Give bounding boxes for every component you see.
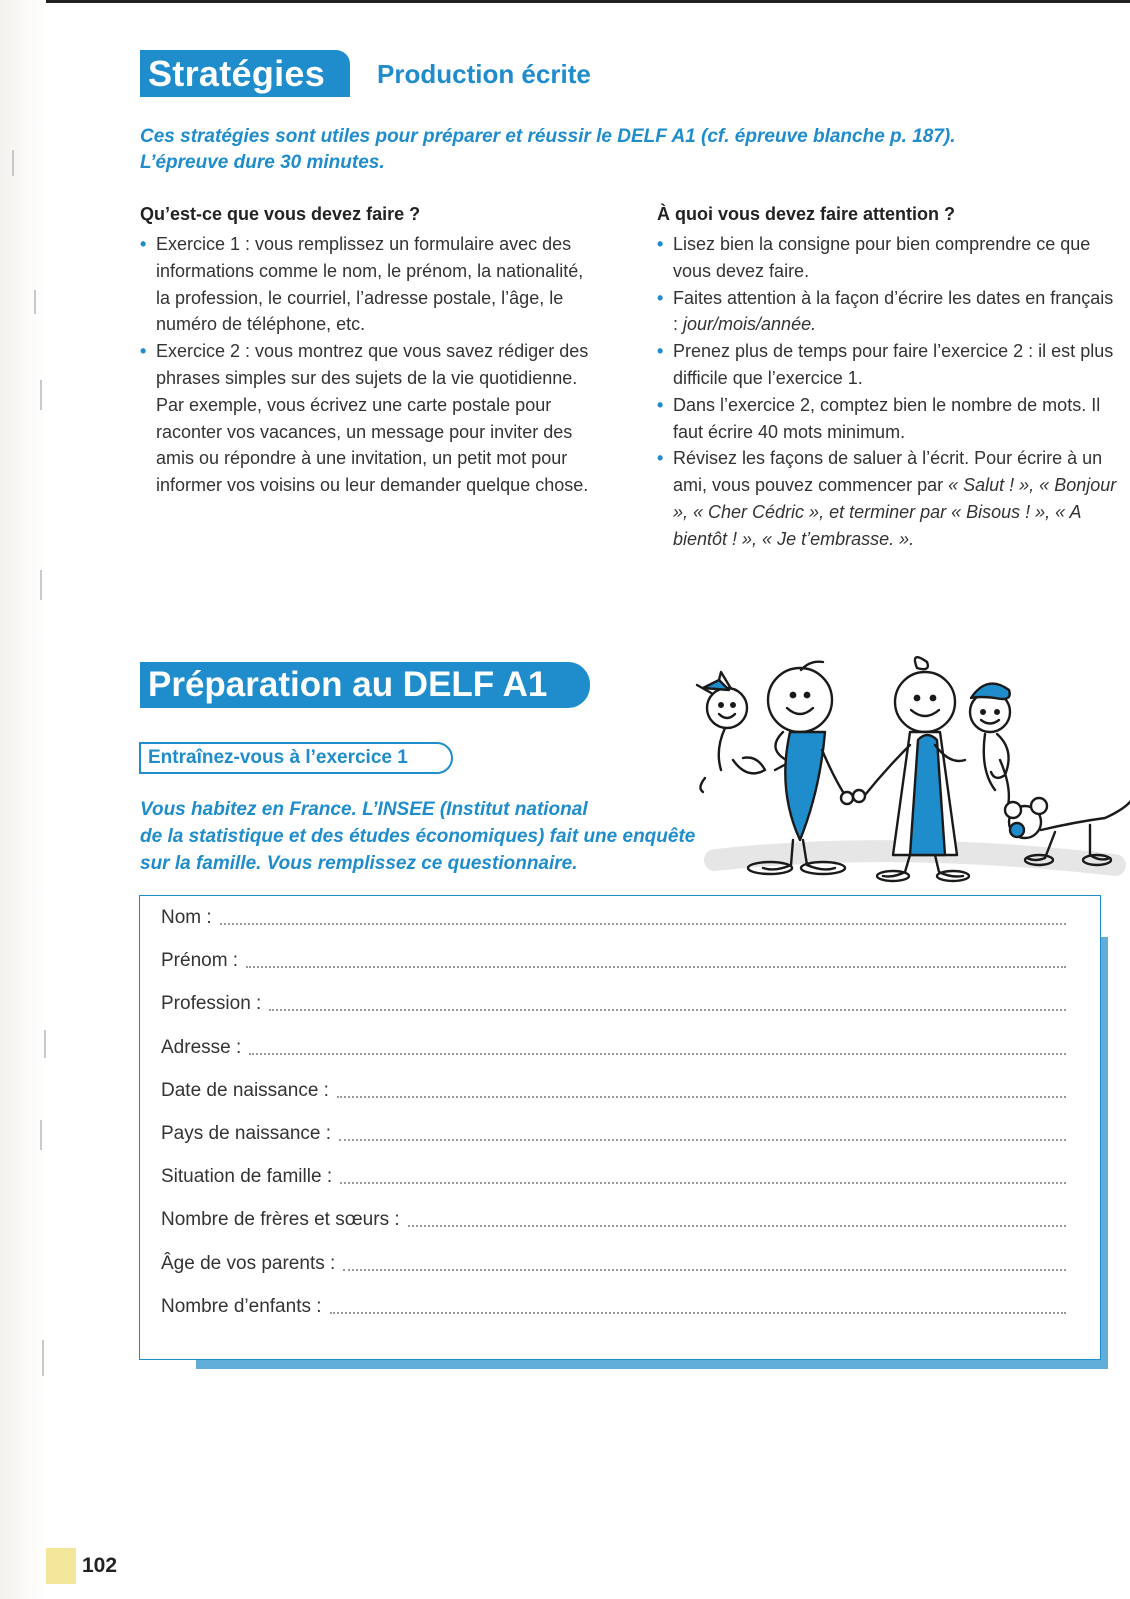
- intro-line: Ces stratégies sont utiles pour préparer et réussir le DELF A1 (cf. épreuve blanche p. 187).: [140, 126, 956, 147]
- answer-line[interactable]: [246, 966, 1066, 968]
- intro-line: L’épreuve dure 30 minutes.: [140, 152, 385, 173]
- list-item-italic: « Salut ! », « Bonjour », « Cher Cédric », et terminer par « Bisous ! », « A bientôt ! », « Je t’embrasse. ».: [673, 475, 1117, 549]
- form-row-adresse[interactable]: [161, 1030, 1066, 1060]
- bullet-icon: •: [140, 234, 147, 254]
- list-item-italic: jour/mois/année.: [683, 314, 817, 335]
- form-row-pays-naissance[interactable]: [161, 1116, 1066, 1146]
- intro-line: Vous habitez en France. L’INSEE (Institut national: [140, 799, 588, 820]
- bullet-icon: •: [140, 341, 147, 362]
- form-row-age-parents[interactable]: [161, 1246, 1066, 1276]
- spine-mark: [42, 1340, 44, 1376]
- bullet-icon: •: [657, 234, 664, 254]
- answer-line[interactable]: [340, 1182, 1066, 1184]
- form-row-nombre-enfants[interactable]: [161, 1289, 1066, 1319]
- section-subtitle: Production écrite: [377, 59, 591, 89]
- column-heading: Qu’est-ce que vous devez faire ?: [140, 204, 421, 224]
- bullet-icon: •: [657, 341, 664, 362]
- page-spine: [0, 0, 46, 1599]
- strategies-intro: [140, 124, 1040, 176]
- what-to-do-column: [140, 202, 600, 499]
- form-label: Adresse :: [161, 1036, 242, 1058]
- list-item: [657, 338, 1117, 392]
- list-item-text: Prenez plus de temps pour faire l’exercice 2 : il est plus difficile que l’exercice 1.: [673, 341, 1114, 388]
- form-label: Âge de vos parents :: [161, 1252, 336, 1274]
- intro-line: sur la famille. Vous remplissez ce questionnaire.: [140, 853, 578, 874]
- list-item: [657, 285, 1117, 339]
- answer-line[interactable]: [269, 1009, 1066, 1011]
- spine-mark: [12, 150, 14, 176]
- form-label: Situation de famille :: [161, 1166, 333, 1188]
- spine-mark: [44, 1030, 46, 1058]
- list-item-text: Exercice 2 : vous montrez que vous savez rédiger des phrases simples sur des sujets de la vie quotidienne. Par exemple, vous écrivez une carte postale pour raconter vos vacances, un message pour inviter des amis ou répondre à une invitation, un petit mot pour informer vos voisins ou leur demander quelque chose.: [156, 341, 589, 496]
- list-item: [140, 338, 600, 499]
- intro-line: de la statistique et des études économiques) fait une enquête: [140, 826, 696, 847]
- answer-line[interactable]: [408, 1225, 1066, 1227]
- answer-line[interactable]: [337, 1096, 1066, 1098]
- list-item-text: Révisez les façons de saluer à l’écrit. Pour écrire à un ami, vous pouvez commencer par: [673, 448, 1103, 496]
- form-label: Prénom :: [161, 950, 239, 972]
- attention-column: [657, 202, 1117, 553]
- list-item: [657, 445, 1117, 552]
- form-label: Nombre d’enfants :: [161, 1295, 322, 1317]
- stick-figure-family-icon: [695, 650, 1130, 908]
- form-row-profession[interactable]: [161, 986, 1066, 1016]
- preparation-badge: Préparation au DELF A1: [140, 662, 590, 708]
- spine-mark: [40, 570, 42, 600]
- page-tab: [46, 1548, 76, 1584]
- answer-line[interactable]: [330, 1312, 1066, 1314]
- bullet-icon: •: [657, 448, 664, 469]
- form-label: Pays de naissance :: [161, 1123, 332, 1144]
- exercise-tag: Entraînez-vous à l’exercice 1: [139, 742, 453, 774]
- preparation-intro: [140, 796, 780, 877]
- strategies-badge: Stratégies: [140, 50, 350, 97]
- form-row-prenom[interactable]: [161, 943, 1066, 973]
- list-item-text: Exercice 1 : vous remplissez un formulaire avec des informations comme le nom, le prénom, la nationalité, la profession, le courriel, l’adresse postale, l’âge, le numéro de téléphone, etc.: [156, 234, 584, 335]
- list-item-text: Faites attention à la façon d’écrire les dates en français :: [673, 287, 1114, 335]
- form-row-nom[interactable]: [161, 900, 1066, 930]
- family-questionnaire: [139, 895, 1101, 1360]
- list-item: [657, 231, 1117, 285]
- form-row-situation-famille[interactable]: [161, 1159, 1066, 1189]
- page-number: 102: [82, 1554, 118, 1577]
- list-item: [140, 231, 600, 338]
- spine-mark: [34, 290, 36, 314]
- answer-line[interactable]: [339, 1139, 1066, 1141]
- list-item: [657, 392, 1117, 446]
- form-row-freres-soeurs[interactable]: [161, 1202, 1066, 1232]
- answer-line[interactable]: [249, 1053, 1066, 1055]
- form-label: Date de naissance :: [161, 1079, 329, 1101]
- bullet-icon: •: [657, 287, 664, 308]
- answer-line[interactable]: [220, 923, 1066, 925]
- form-label: Nom :: [161, 907, 212, 928]
- form-row-date-naissance[interactable]: [161, 1073, 1066, 1103]
- answer-line[interactable]: [343, 1269, 1066, 1271]
- spine-mark: [40, 1120, 42, 1150]
- form-label: Profession :: [161, 993, 262, 1015]
- form-label: Nombre de frères et sœurs :: [161, 1209, 400, 1231]
- column-heading: À quoi vous devez faire attention ?: [657, 204, 956, 224]
- bullet-icon: •: [657, 394, 664, 415]
- bullet-list: [657, 231, 1117, 553]
- top-rule: [0, 0, 1130, 3]
- list-item-text: Lisez bien la consigne pour bien comprendre ce que vous devez faire.: [673, 234, 1091, 281]
- spine-mark: [40, 380, 42, 410]
- list-item-text: Dans l’exercice 2, comptez bien le nombre de mots. Il faut écrire 40 mots minimum.: [673, 394, 1101, 442]
- bullet-list: [140, 231, 600, 499]
